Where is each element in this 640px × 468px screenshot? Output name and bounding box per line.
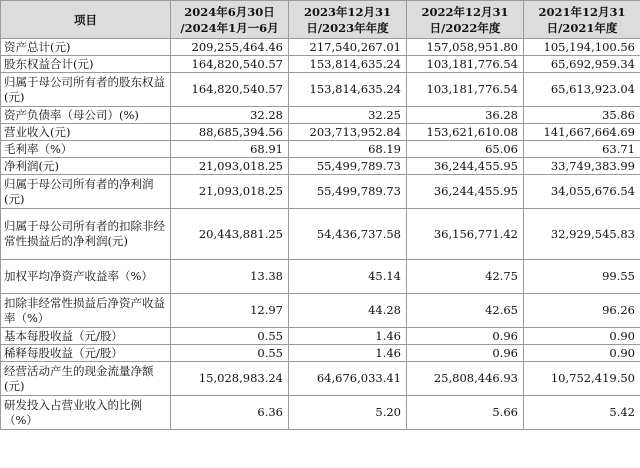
cell-value: 63.71 bbox=[524, 141, 640, 158]
cell-value: 0.96 bbox=[407, 345, 524, 362]
cell-value: 153,814,635.24 bbox=[289, 73, 407, 107]
cell-value: 164,820,540.57 bbox=[171, 56, 289, 73]
cell-value: 42.75 bbox=[407, 260, 524, 294]
cell-value: 153,814,635.24 bbox=[289, 56, 407, 73]
cell-value: 103,181,776.54 bbox=[407, 73, 524, 107]
cell-value: 65,692,959.34 bbox=[524, 56, 640, 73]
header-2022 bbox=[407, 1, 524, 39]
cell-value: 0.90 bbox=[524, 328, 640, 345]
cell-value: 141,667,664.69 bbox=[524, 124, 640, 141]
cell-value: 88,685,394.56 bbox=[171, 124, 289, 141]
cell-value: 157,058,951.80 bbox=[407, 39, 524, 56]
row-label: 归属于母公司所有者的扣除非经常性损益后的净利润(元) bbox=[1, 209, 171, 260]
cell-value: 153,621,610.08 bbox=[407, 124, 524, 141]
table-row bbox=[1, 56, 640, 73]
cell-value: 5.42 bbox=[524, 396, 640, 430]
cell-value: 209,255,464.46 bbox=[171, 39, 289, 56]
header-2024-line2: /2024年1月一6月 bbox=[180, 20, 279, 35]
cell-value: 15,028,983.24 bbox=[171, 362, 289, 396]
table-row bbox=[1, 396, 640, 430]
cell-value: 55,499,789.73 bbox=[289, 175, 407, 209]
table-row bbox=[1, 260, 640, 294]
header-item bbox=[1, 1, 171, 39]
row-label: 净利润(元) bbox=[1, 158, 171, 175]
table-row bbox=[1, 73, 640, 107]
row-label: 研发投入占营业收入的比例（%） bbox=[1, 396, 171, 430]
cell-value: 68.19 bbox=[289, 141, 407, 158]
cell-value: 217,540,267.01 bbox=[289, 39, 407, 56]
cell-value: 1.46 bbox=[289, 345, 407, 362]
cell-value: 21,093,018.25 bbox=[171, 175, 289, 209]
header-2023-line2: 日/2023年年度 bbox=[306, 20, 389, 35]
cell-value: 42.65 bbox=[407, 294, 524, 328]
cell-value: 1.46 bbox=[289, 328, 407, 345]
row-label: 股东权益合计(元) bbox=[1, 56, 171, 73]
cell-value: 96.26 bbox=[524, 294, 640, 328]
cell-value: 13.38 bbox=[171, 260, 289, 294]
cell-value: 35.86 bbox=[524, 107, 640, 124]
cell-value: 203,713,952.84 bbox=[289, 124, 407, 141]
table-row bbox=[1, 141, 640, 158]
cell-value: 0.55 bbox=[171, 328, 289, 345]
header-2023 bbox=[289, 1, 407, 39]
cell-value: 5.66 bbox=[407, 396, 524, 430]
row-label: 稀释每股收益（元/股） bbox=[1, 345, 171, 362]
row-label: 毛利率（%） bbox=[1, 141, 171, 158]
cell-value: 54,436,737.58 bbox=[289, 209, 407, 260]
row-label: 经营活动产生的现金流量净额(元) bbox=[1, 362, 171, 396]
header-2024 bbox=[171, 1, 289, 39]
cell-value: 36,244,455.95 bbox=[407, 175, 524, 209]
cell-value: 32.28 bbox=[171, 107, 289, 124]
cell-value: 10,752,419.50 bbox=[524, 362, 640, 396]
cell-value: 0.55 bbox=[171, 345, 289, 362]
table-row bbox=[1, 345, 640, 362]
row-label: 营业收入(元) bbox=[1, 124, 171, 141]
cell-value: 36,244,455.95 bbox=[407, 158, 524, 175]
table-row bbox=[1, 294, 640, 328]
row-label: 资产总计(元) bbox=[1, 39, 171, 56]
header-item-text: 项目 bbox=[74, 12, 97, 27]
row-label: 资产负债率（母公司）(%) bbox=[1, 107, 171, 124]
table-row bbox=[1, 175, 640, 209]
header-2022-line1: 2022年12月31 bbox=[421, 4, 509, 19]
cell-value: 64,676,033.41 bbox=[289, 362, 407, 396]
table-row bbox=[1, 209, 640, 260]
cell-value: 65.06 bbox=[407, 141, 524, 158]
table-row bbox=[1, 124, 640, 141]
header-row bbox=[1, 1, 640, 39]
cell-value: 164,820,540.57 bbox=[171, 73, 289, 107]
row-label: 扣除非经常性损益后净资产收益率（%） bbox=[1, 294, 171, 328]
cell-value: 68.91 bbox=[171, 141, 289, 158]
cell-value: 32,929,545.83 bbox=[524, 209, 640, 260]
cell-value: 65,613,923.04 bbox=[524, 73, 640, 107]
cell-value: 99.55 bbox=[524, 260, 640, 294]
cell-value: 0.90 bbox=[524, 345, 640, 362]
header-2021 bbox=[524, 1, 640, 39]
cell-value: 6.36 bbox=[171, 396, 289, 430]
cell-value: 33,749,383.99 bbox=[524, 158, 640, 175]
header-2021-line1: 2021年12月31 bbox=[538, 4, 626, 19]
row-label: 归属于母公司所有者的净利润(元) bbox=[1, 175, 171, 209]
cell-value: 25,808,446.93 bbox=[407, 362, 524, 396]
cell-value: 45.14 bbox=[289, 260, 407, 294]
table-row bbox=[1, 362, 640, 396]
cell-value: 5.20 bbox=[289, 396, 407, 430]
cell-value: 20,443,881.25 bbox=[171, 209, 289, 260]
cell-value: 12.97 bbox=[171, 294, 289, 328]
header-2021-line2: 日/2021年度 bbox=[546, 20, 618, 35]
row-label: 加权平均净资产收益率（%） bbox=[1, 260, 171, 294]
table-row bbox=[1, 107, 640, 124]
cell-value: 34,055,676.54 bbox=[524, 175, 640, 209]
cell-value: 105,194,100.56 bbox=[524, 39, 640, 56]
cell-value: 32.25 bbox=[289, 107, 407, 124]
cell-value: 36,156,771.42 bbox=[407, 209, 524, 260]
cell-value: 55,499,789.73 bbox=[289, 158, 407, 175]
table-row bbox=[1, 328, 640, 345]
cell-value: 0.96 bbox=[407, 328, 524, 345]
cell-value: 21,093,018.25 bbox=[171, 158, 289, 175]
table-row bbox=[1, 39, 640, 56]
table-row bbox=[1, 158, 640, 175]
row-label: 归属于母公司所有者的股东权益(元) bbox=[1, 73, 171, 107]
header-2024-line1: 2024年6月30日 bbox=[184, 4, 275, 19]
cell-value: 36.28 bbox=[407, 107, 524, 124]
row-label: 基本每股收益（元/股） bbox=[1, 328, 171, 345]
header-2023-line1: 2023年12月31 bbox=[303, 4, 391, 19]
header-2022-line2: 日/2022年度 bbox=[429, 20, 501, 35]
cell-value: 103,181,776.54 bbox=[407, 56, 524, 73]
cell-value: 44.28 bbox=[289, 294, 407, 328]
